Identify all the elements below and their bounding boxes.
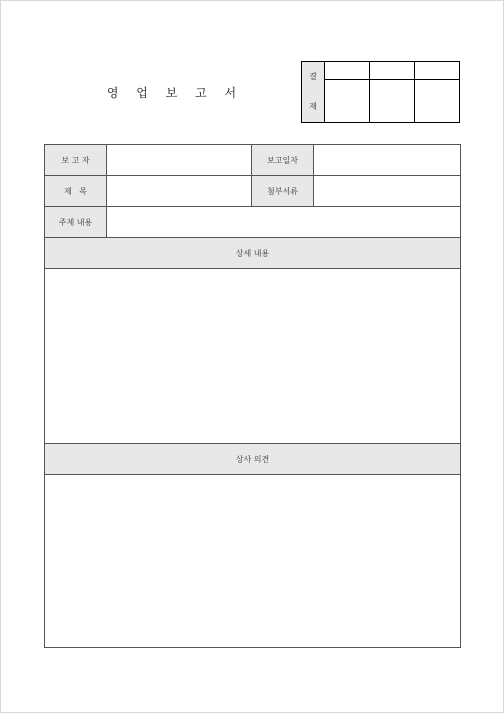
document-title: 영 업 보 고 서 <box>106 86 244 100</box>
supervisor-opinion-header: 상사 의견 <box>45 444 461 475</box>
approval-header-3 <box>415 62 460 80</box>
approval-header-1 <box>325 62 370 80</box>
approval-sign-3[interactable] <box>415 80 460 123</box>
details-area[interactable] <box>45 269 461 444</box>
approval-header-2 <box>370 62 415 80</box>
report-date-field[interactable] <box>314 145 461 176</box>
approval-sign-2[interactable] <box>370 80 415 123</box>
subject-field[interactable] <box>107 176 252 207</box>
report-form <box>44 144 461 648</box>
reporter-label: 보 고 자 <box>45 145 107 176</box>
main-content-label: 주제 내용 <box>45 207 107 238</box>
subject-label: 제 목 <box>45 176 107 207</box>
attachments-field[interactable] <box>314 176 461 207</box>
details-header: 상세 내용 <box>45 238 461 269</box>
reporter-field[interactable] <box>107 145 252 176</box>
approval-label-top: 결 <box>309 72 317 81</box>
main-content-field[interactable] <box>107 207 461 238</box>
approval-sign-1[interactable] <box>325 80 370 123</box>
report-date-label: 보고일자 <box>252 145 314 176</box>
supervisor-opinion-area[interactable] <box>45 475 461 648</box>
attachments-label: 첨부서류 <box>252 176 314 207</box>
approval-label-bottom: 재 <box>309 102 317 111</box>
approval-box <box>301 61 460 123</box>
approval-label <box>302 62 325 123</box>
